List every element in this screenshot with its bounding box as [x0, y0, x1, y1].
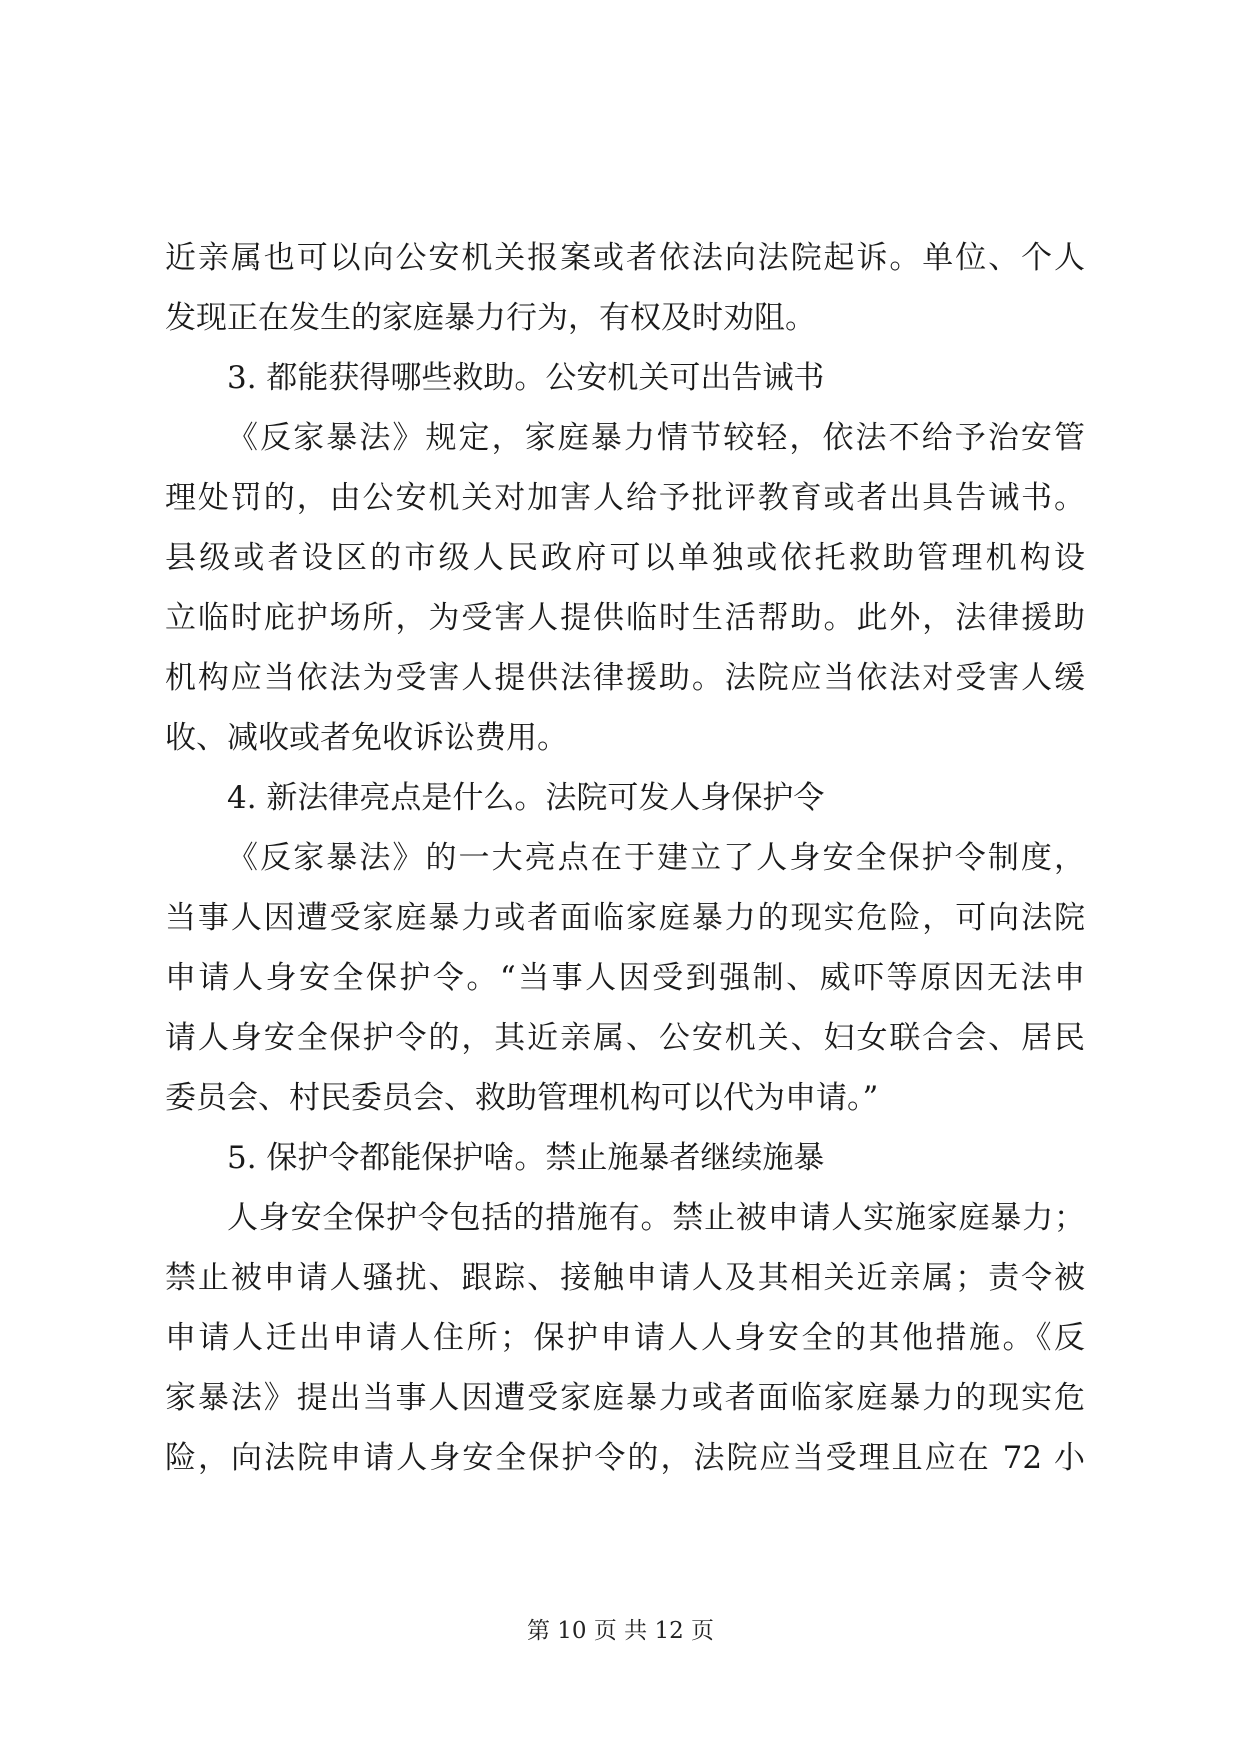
heading-line: 5. 保护令都能保护啥。禁止施暴者继续施暴	[227, 1140, 825, 1176]
paragraph-section-5	[165, 1188, 1085, 1488]
document-body	[165, 228, 1085, 1488]
heading-line: 3. 都能获得哪些救助。公安机关可出告诫书	[227, 360, 825, 396]
section-heading-4	[165, 768, 1085, 828]
heading-line: 4. 新法律亮点是什么。法院可发人身保护令	[227, 780, 825, 816]
text-line: 立临时庇护场所，为受害人提供临时生活帮助。此外，法律援助	[165, 600, 1085, 636]
text-line: 申请人身安全保护令。“当事人因受到强制、威吓等原因无法申	[165, 960, 1085, 996]
text-line: 理处罚的，由公安机关对加害人给予批评教育或者出具告诫书。	[165, 480, 1085, 516]
page-footer	[0, 1612, 1241, 1645]
text-line: 请人身安全保护令的，其近亲属、公安机关、妇女联合会、居民	[165, 1020, 1085, 1056]
text-line: 委员会、村民委员会、救助管理机构可以代为申请。”	[165, 1080, 879, 1116]
text-line: 《反家暴法》的一大亮点在于建立了人身安全保护令制度，	[227, 840, 1085, 876]
section-heading-5	[165, 1128, 1085, 1188]
section-heading-3	[165, 348, 1085, 408]
text-line: 收、减收或者免收诉讼费用。	[165, 720, 568, 756]
text-line: 机构应当依法为受害人提供法律援助。法院应当依法对受害人缓	[165, 660, 1085, 696]
text-line: 发现正在发生的家庭暴力行为，有权及时劝阻。	[165, 300, 816, 336]
text-line: 申请人迁出申请人住所；保护申请人人身安全的其他措施。《反	[165, 1320, 1085, 1356]
text-line: 家暴法》提出当事人因遭受家庭暴力或者面临家庭暴力的现实危	[165, 1380, 1085, 1416]
text-line: 县级或者设区的市级人民政府可以单独或依托救助管理机构设	[165, 540, 1085, 576]
text-line: 当事人因遭受家庭暴力或者面临家庭暴力的现实危险，可向法院	[165, 900, 1085, 936]
page-number: 第 10 页 共 12 页	[526, 1618, 715, 1644]
text-line: 《反家暴法》规定，家庭暴力情节较轻，依法不给予治安管	[227, 420, 1085, 456]
text-line: 禁止被申请人骚扰、跟踪、接触申请人及其相关近亲属；责令被	[165, 1260, 1085, 1296]
text-line: 近亲属也可以向公安机关报案或者依法向法院起诉。单位、个人	[165, 240, 1085, 276]
paragraph-section-4	[165, 828, 1085, 1128]
text-line: 险，向法院申请人身安全保护令的，法院应当受理且应在 72 小	[165, 1440, 1085, 1476]
paragraph-continuation	[165, 228, 1085, 348]
text-line: 人身安全保护令包括的措施有。禁止被申请人实施家庭暴力；	[227, 1200, 1085, 1236]
paragraph-section-3	[165, 408, 1085, 768]
